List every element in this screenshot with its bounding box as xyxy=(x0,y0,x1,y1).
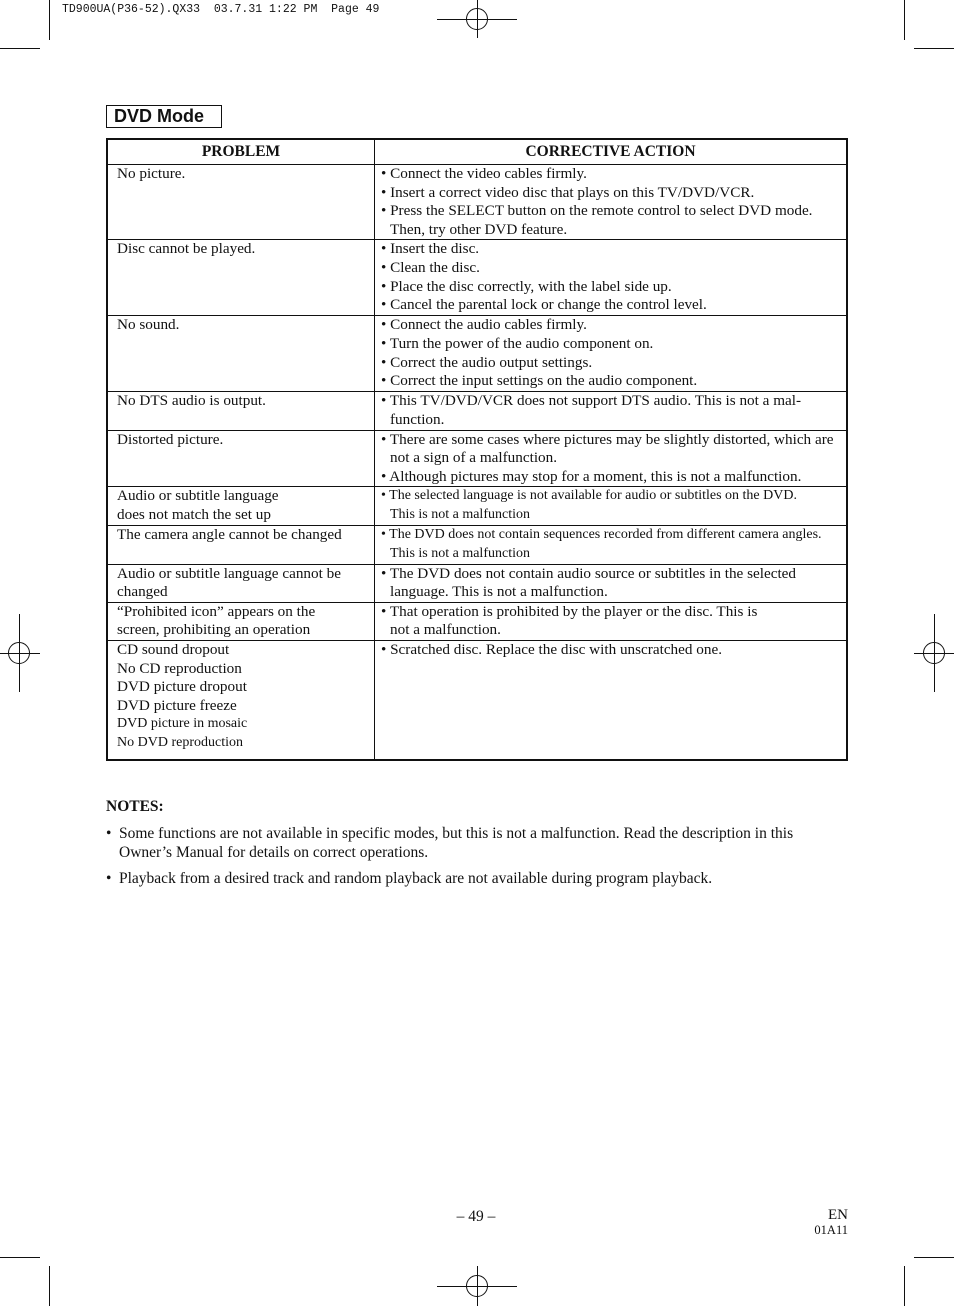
problem-text: Disc cannot be played. xyxy=(117,240,256,258)
column-header-problem: PROBLEM xyxy=(107,139,375,165)
action-cell xyxy=(375,602,848,640)
table-row xyxy=(107,602,847,640)
problem-text: Audio or subtitle language xyxy=(117,487,279,505)
bullet-icon: • xyxy=(106,825,112,842)
crop-mark-top-left-h xyxy=(0,48,40,49)
table-row xyxy=(107,316,847,392)
table-row xyxy=(107,640,847,760)
action-item: • This TV/DVD/VCR does not support DTS audio. This is not a mal- function. xyxy=(381,392,802,428)
action-item: • Place the disc correctly, with the label side up. xyxy=(381,277,672,295)
problem-text: DVD picture in mosaic xyxy=(117,716,248,732)
table-row xyxy=(107,526,847,564)
table-row xyxy=(107,487,847,526)
problem-text: Distorted picture. xyxy=(117,430,224,448)
action-item: • Turn the power of the audio component on. xyxy=(381,334,654,352)
problem-cell xyxy=(107,487,375,526)
problem-text: Audio or subtitle language cannot be xyxy=(117,564,341,582)
problem-cell xyxy=(107,240,375,316)
problem-text: DVD picture freeze xyxy=(117,696,237,714)
note-text: Some functions are not available in specific modes, but this is not a malfunction. Read the description in this Owner’s Manual for details on correct operations. xyxy=(119,825,794,861)
bullet-icon: • xyxy=(106,870,112,887)
problem-cell xyxy=(107,392,375,430)
problem-cell xyxy=(107,640,375,760)
crop-mark-bottom-right-v xyxy=(904,1266,905,1306)
action-item: • The selected language is not available for audio or subtitles on the DVD. This is not a malfunction xyxy=(381,488,797,522)
action-item: • Correct the input settings on the audio component. xyxy=(381,372,698,390)
action-item: • Clean the disc. xyxy=(381,258,480,276)
problem-text: “Prohibited icon” appears on the xyxy=(117,602,316,620)
problem-text: CD sound dropout xyxy=(117,640,230,658)
action-item: • Insert the disc. xyxy=(381,240,480,258)
crop-mark-top-left-v xyxy=(49,0,50,40)
problem-cell xyxy=(107,602,375,640)
table-header-row xyxy=(107,139,847,165)
language-code: EN xyxy=(828,1207,848,1223)
registration-line-right-v xyxy=(934,614,935,692)
notes-title: NOTES: xyxy=(106,798,164,815)
section-title: DVD Mode xyxy=(106,105,222,128)
document-code: 01A11 xyxy=(814,1223,848,1237)
registration-line-left-v xyxy=(19,614,20,692)
action-item: • Although pictures may stop for a moment, this is not a malfunction. xyxy=(381,467,802,485)
problem-cell xyxy=(107,165,375,240)
table-row xyxy=(107,165,847,240)
action-cell xyxy=(375,564,848,602)
problem-text: DVD picture dropout xyxy=(117,678,247,696)
problem-cell xyxy=(107,564,375,602)
registration-line-left-h xyxy=(0,653,40,654)
action-item: • Connect the video cables firmly. xyxy=(381,165,587,182)
action-cell xyxy=(375,316,848,392)
table-row xyxy=(107,564,847,602)
action-item: • The DVD does not contain sequences recorded from different camera angles. This is not a malfunction xyxy=(381,527,822,561)
action-item: • Press the SELECT button on the remote control to select DVD mode. Then, try other DVD feature. xyxy=(381,202,813,238)
action-item: • Correct the audio output settings. xyxy=(381,353,593,371)
troubleshooting-table xyxy=(106,138,848,761)
action-cell xyxy=(375,165,848,240)
crop-mark-bottom-right-h xyxy=(914,1257,954,1258)
action-item: • Cancel the parental lock or change the control level. xyxy=(381,296,707,314)
table-row xyxy=(107,430,847,487)
column-header-corrective-action: CORRECTIVE ACTION xyxy=(375,139,848,165)
problem-cell xyxy=(107,430,375,487)
action-cell xyxy=(375,240,848,316)
page-number: – 49 – xyxy=(456,1208,496,1225)
action-item: • Connect the audio cables firmly. xyxy=(381,316,587,334)
action-item: • There are some cases where pictures may be slightly distorted, which are not a sign of a malfunction. xyxy=(381,430,834,467)
printer-slug: TD900UA(P36-52).QX33 03.7.31 1:22 PM Page 49 xyxy=(62,3,380,16)
problem-text: No DTS audio is output. xyxy=(117,392,266,410)
action-item: • The DVD does not contain audio source or subtitles in the selected language. This is not a malfunction. xyxy=(381,564,797,601)
note-text: Playback from a desired track and random playback are not available during program playback. xyxy=(119,870,713,887)
crop-mark-bottom-left-h xyxy=(0,1257,40,1258)
problem-cell xyxy=(107,526,375,564)
problem-text: screen, prohibiting an operation xyxy=(117,621,311,639)
problem-cell xyxy=(107,316,375,392)
action-cell xyxy=(375,487,848,526)
registration-line-bottom-v xyxy=(477,1266,478,1306)
crop-mark-top-right-h xyxy=(914,48,954,49)
problem-text: No picture. xyxy=(117,165,186,182)
action-item: • Scratched disc. Replace the disc with unscratched one. xyxy=(381,640,723,658)
problem-text: does not match the set up xyxy=(117,505,271,523)
registration-line-top-v xyxy=(477,0,478,38)
action-cell xyxy=(375,430,848,487)
crop-mark-bottom-left-v xyxy=(49,1266,50,1306)
table-row xyxy=(107,240,847,316)
problem-text: changed xyxy=(117,583,168,601)
note-item xyxy=(106,869,836,888)
action-cell xyxy=(375,640,848,760)
action-item: • Insert a correct video disc that plays on this TV/DVD/VCR. xyxy=(381,183,755,201)
crop-mark-top-right-v xyxy=(904,0,905,40)
action-item: • That operation is prohibited by the player or the disc. This is not a malfunction. xyxy=(381,602,758,639)
problem-text: No CD reproduction xyxy=(117,659,242,677)
problem-text: No sound. xyxy=(117,316,180,334)
table-row xyxy=(107,392,847,430)
problem-text: The camera angle cannot be changed xyxy=(117,526,342,544)
problem-text: No DVD reproduction xyxy=(117,734,243,750)
action-cell xyxy=(375,392,848,430)
note-item xyxy=(106,824,836,862)
action-cell xyxy=(375,526,848,564)
